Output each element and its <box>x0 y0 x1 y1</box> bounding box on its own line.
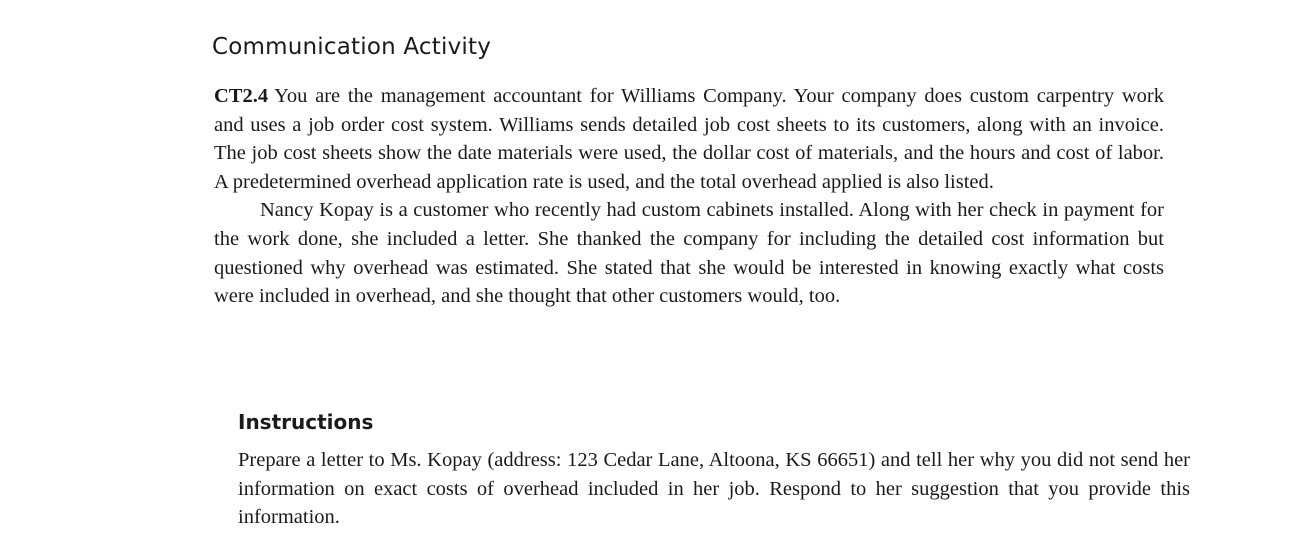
activity-number: CT2.4 <box>214 85 269 107</box>
instructions-heading: Instructions <box>238 410 374 434</box>
activity-paragraph-1-text: You are the management accountant for Williams Company. Your company does custom carpentry work and uses a job order cost system. Williams sends detailed job cost sheets to its customers, along with an invoice. The job cost sheets show the date materials were used, the dollar cost of materials, and the hours and cost of labor. A predetermined overhead application rate is used, and the total overhead applied is also listed. <box>214 85 1164 193</box>
instructions-text: Prepare a letter to Ms. Kopay (address: 123 Cedar Lane, Altoona, KS 66651) and tell her why you did not send her information on exact costs of overhead included in her job. Respond to her suggestion that you provide this information. <box>238 449 1190 529</box>
section-heading: Communication Activity <box>212 34 492 60</box>
activity-paragraph-1 <box>214 82 1164 196</box>
activity-paragraph-2: Nancy Kopay is a customer who recently had custom cabinets installed. Along with her check in payment for the work done, she included a letter. She thanked the company for including the detailed cost information but questioned why overhead was estimated. She stated that she would be interested in knowing exactly what costs were included in overhead, and she thought that other customers would, too. <box>214 199 1164 308</box>
activity-body <box>214 82 1164 311</box>
